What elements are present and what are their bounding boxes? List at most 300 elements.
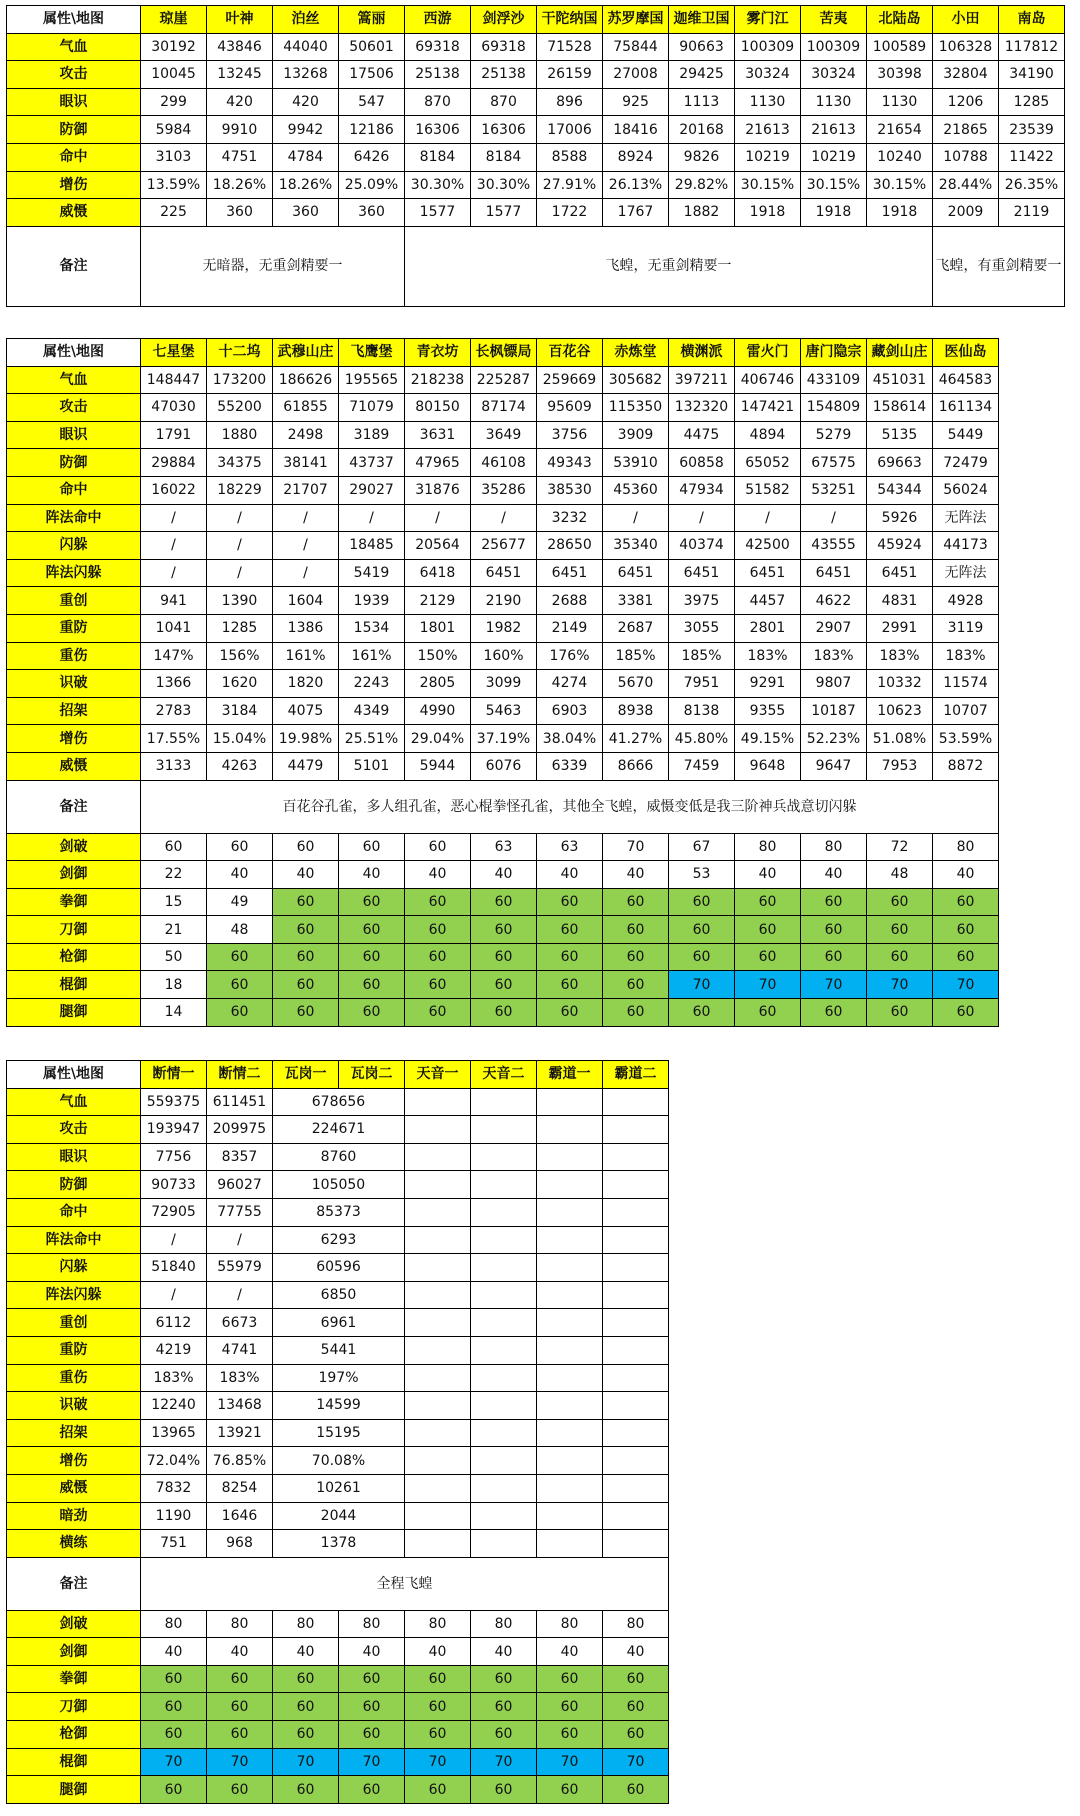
table-cell: / bbox=[141, 504, 207, 532]
table-cell: 40 bbox=[339, 1638, 405, 1666]
row-label: 眼识 bbox=[7, 421, 141, 449]
table-cell: 60 bbox=[471, 943, 537, 971]
table-cell: 30324 bbox=[735, 61, 801, 89]
table-cell: 30324 bbox=[801, 61, 867, 89]
row-label: 阵法闪躲 bbox=[7, 559, 141, 587]
table-cell: 80 bbox=[273, 1610, 339, 1638]
table-cell: 2119 bbox=[999, 199, 1065, 227]
table-cell: 29.82% bbox=[669, 171, 735, 199]
table-cell: 60 bbox=[405, 1776, 471, 1804]
table-cell: 3099 bbox=[471, 670, 537, 698]
table-cell: 1130 bbox=[867, 88, 933, 116]
table-cell: / bbox=[273, 559, 339, 587]
table-cell: 49 bbox=[207, 888, 273, 916]
table-cell: 1041 bbox=[141, 614, 207, 642]
table-cell: 60 bbox=[207, 1693, 273, 1721]
table-cell: 无阵法 bbox=[933, 504, 999, 532]
table-cell: 60 bbox=[405, 999, 471, 1027]
table-row bbox=[7, 614, 999, 642]
table-cell: 18.26% bbox=[207, 171, 273, 199]
table-cell: 10240 bbox=[867, 143, 933, 171]
table-cell: 80 bbox=[537, 1610, 603, 1638]
table-cell: 70 bbox=[603, 833, 669, 861]
table-cell: 8138 bbox=[669, 697, 735, 725]
table-row bbox=[7, 1336, 669, 1364]
note-label: 备注 bbox=[7, 226, 141, 306]
table-cell: 55979 bbox=[207, 1254, 273, 1282]
empty-cell bbox=[471, 1171, 537, 1199]
table-cell: 72905 bbox=[141, 1198, 207, 1226]
column-header: 十二坞 bbox=[207, 339, 273, 367]
table-cell: 60 bbox=[801, 916, 867, 944]
table-row bbox=[7, 1143, 669, 1171]
table-cell: / bbox=[801, 504, 867, 532]
table-cell: 3232 bbox=[537, 504, 603, 532]
table-cell: 40 bbox=[273, 861, 339, 889]
empty-cell bbox=[603, 1254, 669, 1282]
column-header: 断情二 bbox=[207, 1061, 273, 1089]
table-cell: 3133 bbox=[141, 752, 207, 780]
column-header: 瓦岗一 bbox=[273, 1061, 339, 1089]
table-cell: 80 bbox=[207, 1610, 273, 1638]
table-cell: 70 bbox=[207, 1748, 273, 1776]
table-cell: 197% bbox=[273, 1364, 405, 1392]
table-cell: 53251 bbox=[801, 476, 867, 504]
table-cell: 4349 bbox=[339, 697, 405, 725]
row-label: 重创 bbox=[7, 1309, 141, 1337]
table-cell: 26.35% bbox=[999, 171, 1065, 199]
table-cell: 183% bbox=[801, 642, 867, 670]
table-cell: 60 bbox=[603, 999, 669, 1027]
empty-cell bbox=[603, 1143, 669, 1171]
empty-cell bbox=[405, 1088, 471, 1116]
table-cell: 60 bbox=[933, 888, 999, 916]
table-cell: 37.19% bbox=[471, 725, 537, 753]
row-label: 重创 bbox=[7, 587, 141, 615]
table-cell: 225 bbox=[141, 199, 207, 227]
table-cell: 6451 bbox=[537, 559, 603, 587]
table-cell: 80 bbox=[735, 833, 801, 861]
table-cell: 6451 bbox=[669, 559, 735, 587]
table-cell: 1791 bbox=[141, 421, 207, 449]
table-cell: 183% bbox=[735, 642, 801, 670]
table-cell: 60 bbox=[405, 1721, 471, 1749]
table-cell: 70 bbox=[603, 1748, 669, 1776]
table-cell: 8254 bbox=[207, 1474, 273, 1502]
table-cell: 9355 bbox=[735, 697, 801, 725]
table-cell: 60 bbox=[537, 916, 603, 944]
column-header: 迦维卫国 bbox=[669, 6, 735, 34]
table-cell: 100309 bbox=[801, 33, 867, 61]
row-label: 攻击 bbox=[7, 61, 141, 89]
table-cell: 60 bbox=[273, 833, 339, 861]
row-label: 阵法闪躲 bbox=[7, 1281, 141, 1309]
table-cell: 20564 bbox=[405, 532, 471, 560]
row-label: 识破 bbox=[7, 670, 141, 698]
table-cell: 1390 bbox=[207, 587, 273, 615]
table-cell: 3909 bbox=[603, 421, 669, 449]
column-header: 西游 bbox=[405, 6, 471, 34]
table-cell: 60 bbox=[867, 888, 933, 916]
table-cell: 60 bbox=[339, 1693, 405, 1721]
table-cell: / bbox=[207, 532, 273, 560]
table-cell: 1285 bbox=[999, 88, 1065, 116]
table-cell: 70 bbox=[801, 971, 867, 999]
table-cell: 1722 bbox=[537, 199, 603, 227]
column-header: 长枫镖局 bbox=[471, 339, 537, 367]
table-cell: 13.59% bbox=[141, 171, 207, 199]
row-label: 命中 bbox=[7, 476, 141, 504]
table-cell: 4457 bbox=[735, 587, 801, 615]
column-header: 剑浮沙 bbox=[471, 6, 537, 34]
table-cell: 17506 bbox=[339, 61, 405, 89]
table-cell: 4928 bbox=[933, 587, 999, 615]
table-cell: 2190 bbox=[471, 587, 537, 615]
empty-cell bbox=[405, 1419, 471, 1447]
table-cell: 6293 bbox=[273, 1226, 405, 1254]
table-cell: 5279 bbox=[801, 421, 867, 449]
table-cell: 2129 bbox=[405, 587, 471, 615]
table-cell: 35286 bbox=[471, 476, 537, 504]
table-row bbox=[7, 421, 999, 449]
column-header: 藏剑山庄 bbox=[867, 339, 933, 367]
table-cell: 96027 bbox=[207, 1171, 273, 1199]
table-cell: 38141 bbox=[273, 449, 339, 477]
table-cell: 40 bbox=[471, 861, 537, 889]
table-row bbox=[7, 33, 1065, 61]
table-cell: 225287 bbox=[471, 366, 537, 394]
empty-cell bbox=[537, 1198, 603, 1226]
table-row bbox=[7, 504, 999, 532]
table-cell: 132320 bbox=[669, 394, 735, 422]
table-cell: 9910 bbox=[207, 116, 273, 144]
table-cell: 80 bbox=[141, 1610, 207, 1638]
table-cell: 60 bbox=[405, 1665, 471, 1693]
table-cell: 3631 bbox=[405, 421, 471, 449]
table-cell: 870 bbox=[471, 88, 537, 116]
row-label: 横练 bbox=[7, 1530, 141, 1558]
table-cell: 60 bbox=[537, 971, 603, 999]
table-cell: 60 bbox=[603, 971, 669, 999]
table-cell: 156% bbox=[207, 642, 273, 670]
table-cell: 176% bbox=[537, 642, 603, 670]
table-cell: 60 bbox=[471, 999, 537, 1027]
table-cell: / bbox=[141, 532, 207, 560]
empty-cell bbox=[471, 1474, 537, 1502]
table-cell: 8938 bbox=[603, 697, 669, 725]
empty-cell bbox=[471, 1392, 537, 1420]
table-cell: 60 bbox=[867, 943, 933, 971]
table-cell: 34375 bbox=[207, 449, 273, 477]
table-cell: 13268 bbox=[273, 61, 339, 89]
header-row bbox=[7, 6, 1065, 34]
empty-cell bbox=[537, 1392, 603, 1420]
table-cell: 56024 bbox=[933, 476, 999, 504]
table-cell: 10623 bbox=[867, 697, 933, 725]
table-cell: 48 bbox=[867, 861, 933, 889]
defense-row bbox=[7, 1721, 669, 1749]
table-cell: 60 bbox=[207, 1665, 273, 1693]
column-header: 天音二 bbox=[471, 1061, 537, 1089]
row-label: 阵法命中 bbox=[7, 504, 141, 532]
defense-row bbox=[7, 999, 999, 1027]
table-cell: 6076 bbox=[471, 752, 537, 780]
defense-row bbox=[7, 1693, 669, 1721]
table-cell: 60 bbox=[405, 971, 471, 999]
table-row bbox=[7, 1088, 669, 1116]
table-cell: 559375 bbox=[141, 1088, 207, 1116]
row-label: 枪御 bbox=[7, 943, 141, 971]
table-cell: 60 bbox=[867, 916, 933, 944]
empty-cell bbox=[603, 1336, 669, 1364]
table-cell: 968 bbox=[207, 1530, 273, 1558]
table-cell: 464583 bbox=[933, 366, 999, 394]
table-row bbox=[7, 697, 999, 725]
column-header: 飞鹰堡 bbox=[339, 339, 405, 367]
table-cell: 72479 bbox=[933, 449, 999, 477]
table-cell: 678656 bbox=[273, 1088, 405, 1116]
empty-cell bbox=[471, 1309, 537, 1337]
table-cell: 72 bbox=[867, 833, 933, 861]
empty-cell bbox=[537, 1502, 603, 1530]
table-cell: 1918 bbox=[867, 199, 933, 227]
table-cell: 43846 bbox=[207, 33, 273, 61]
table-cell: 60 bbox=[537, 1665, 603, 1693]
table-cell: 1820 bbox=[273, 670, 339, 698]
table-cell: 3649 bbox=[471, 421, 537, 449]
table-cell: 60596 bbox=[273, 1254, 405, 1282]
table-cell: 70 bbox=[867, 971, 933, 999]
table-row bbox=[7, 116, 1065, 144]
table-cell: 193947 bbox=[141, 1116, 207, 1144]
table-cell: / bbox=[207, 504, 273, 532]
table-cell: 60 bbox=[735, 916, 801, 944]
table-cell: 11574 bbox=[933, 670, 999, 698]
empty-cell bbox=[405, 1171, 471, 1199]
table-cell: 60 bbox=[273, 916, 339, 944]
table-cell: 161% bbox=[339, 642, 405, 670]
table-cell: 2044 bbox=[273, 1502, 405, 1530]
table-cell: 45924 bbox=[867, 532, 933, 560]
table-cell: 3975 bbox=[669, 587, 735, 615]
empty-cell bbox=[405, 1254, 471, 1282]
table-cell: 6451 bbox=[471, 559, 537, 587]
column-header: 瓦岗二 bbox=[339, 1061, 405, 1089]
table-cell: 4784 bbox=[273, 143, 339, 171]
table-cell: 60 bbox=[735, 943, 801, 971]
row-label: 招架 bbox=[7, 697, 141, 725]
empty-cell bbox=[603, 1474, 669, 1502]
table-cell: 5135 bbox=[867, 421, 933, 449]
table-cell: 1982 bbox=[471, 614, 537, 642]
table-cell: 60 bbox=[669, 943, 735, 971]
table-cell: 87174 bbox=[471, 394, 537, 422]
row-label: 威慑 bbox=[7, 1474, 141, 1502]
empty-cell bbox=[471, 1336, 537, 1364]
table-row bbox=[7, 1281, 669, 1309]
column-header: 霸道二 bbox=[603, 1061, 669, 1089]
table-cell: 8666 bbox=[603, 752, 669, 780]
table-cell: 40 bbox=[537, 1638, 603, 1666]
empty-cell bbox=[405, 1116, 471, 1144]
defense-row bbox=[7, 1610, 669, 1638]
table-cell: 40 bbox=[603, 861, 669, 889]
empty-cell bbox=[603, 1116, 669, 1144]
table-cell: 8588 bbox=[537, 143, 603, 171]
table-cell: 19.98% bbox=[273, 725, 339, 753]
empty-cell bbox=[537, 1171, 603, 1199]
table-cell: 433109 bbox=[801, 366, 867, 394]
table-cell: 49.15% bbox=[735, 725, 801, 753]
table-cell: 60 bbox=[273, 888, 339, 916]
table-cell: 1190 bbox=[141, 1502, 207, 1530]
table-cell: 1130 bbox=[735, 88, 801, 116]
table-cell: 185% bbox=[669, 642, 735, 670]
table-cell: 40 bbox=[207, 861, 273, 889]
table-cell: 360 bbox=[273, 199, 339, 227]
table-cell: 60 bbox=[405, 916, 471, 944]
table-cell: 44040 bbox=[273, 33, 339, 61]
table-row bbox=[7, 449, 999, 477]
table-cell: 941 bbox=[141, 587, 207, 615]
table-cell: 60 bbox=[735, 888, 801, 916]
row-label: 识破 bbox=[7, 1392, 141, 1420]
column-header: 雾门江 bbox=[735, 6, 801, 34]
table-row bbox=[7, 532, 999, 560]
table-cell: 6339 bbox=[537, 752, 603, 780]
table-cell: 13245 bbox=[207, 61, 273, 89]
table-cell: 80 bbox=[339, 1610, 405, 1638]
row-label: 枪御 bbox=[7, 1721, 141, 1749]
row-label: 命中 bbox=[7, 143, 141, 171]
empty-cell bbox=[471, 1226, 537, 1254]
table-cell: 60 bbox=[339, 999, 405, 1027]
table-cell: 25677 bbox=[471, 532, 537, 560]
defense-row bbox=[7, 971, 999, 999]
table-cell: 25.09% bbox=[339, 171, 405, 199]
table-cell: 60 bbox=[141, 833, 207, 861]
table-cell: 360 bbox=[339, 199, 405, 227]
table-cell: 1113 bbox=[669, 88, 735, 116]
table-cell: 13965 bbox=[141, 1419, 207, 1447]
table-row bbox=[7, 1364, 669, 1392]
table-cell: 60 bbox=[339, 971, 405, 999]
empty-cell bbox=[603, 1364, 669, 1392]
empty-cell bbox=[537, 1254, 603, 1282]
table-cell: 54344 bbox=[867, 476, 933, 504]
table-cell: 148447 bbox=[141, 366, 207, 394]
row-label: 剑破 bbox=[7, 1610, 141, 1638]
table-cell: 50601 bbox=[339, 33, 405, 61]
table-row bbox=[7, 143, 1065, 171]
table-cell: 4075 bbox=[273, 697, 339, 725]
table-cell: 60 bbox=[933, 943, 999, 971]
table-cell: 70 bbox=[669, 971, 735, 999]
table-cell: 4831 bbox=[867, 587, 933, 615]
table-row bbox=[7, 1309, 669, 1337]
table-cell: 6451 bbox=[867, 559, 933, 587]
table-cell: 44173 bbox=[933, 532, 999, 560]
empty-cell bbox=[405, 1336, 471, 1364]
table-cell: 63 bbox=[537, 833, 603, 861]
table-cell: 60 bbox=[339, 943, 405, 971]
table-cell: 1285 bbox=[207, 614, 273, 642]
table-cell: 60 bbox=[471, 971, 537, 999]
empty-cell bbox=[603, 1226, 669, 1254]
table-cell: 46108 bbox=[471, 449, 537, 477]
table-cell: 2991 bbox=[867, 614, 933, 642]
row-label: 闪躲 bbox=[7, 1254, 141, 1282]
table-cell: 60 bbox=[471, 916, 537, 944]
row-label: 增伤 bbox=[7, 1447, 141, 1475]
table-cell: 60 bbox=[207, 943, 273, 971]
column-header: 琼崖 bbox=[141, 6, 207, 34]
corner-header: 属性\地图 bbox=[7, 6, 141, 34]
table-cell: 15 bbox=[141, 888, 207, 916]
table-cell: 60 bbox=[603, 1776, 669, 1804]
table-row bbox=[7, 1530, 669, 1558]
table-cell: 80 bbox=[471, 1610, 537, 1638]
table-row bbox=[7, 1419, 669, 1447]
table-cell: 259669 bbox=[537, 366, 603, 394]
stats-table-2 bbox=[6, 338, 999, 1027]
row-label: 防御 bbox=[7, 116, 141, 144]
table-cell: 161% bbox=[273, 642, 339, 670]
table-cell: 27008 bbox=[603, 61, 669, 89]
table-cell: 147% bbox=[141, 642, 207, 670]
table-cell: 51.08% bbox=[867, 725, 933, 753]
table-cell: 40 bbox=[405, 861, 471, 889]
table-cell: 5984 bbox=[141, 116, 207, 144]
table-cell: 2783 bbox=[141, 697, 207, 725]
table-cell: 67575 bbox=[801, 449, 867, 477]
table-cell: 60 bbox=[405, 888, 471, 916]
table-cell: 10219 bbox=[735, 143, 801, 171]
empty-cell bbox=[603, 1281, 669, 1309]
empty-cell bbox=[471, 1088, 537, 1116]
table-cell: 53 bbox=[669, 861, 735, 889]
empty-cell bbox=[603, 1447, 669, 1475]
row-label: 攻击 bbox=[7, 394, 141, 422]
note-cell: 飞蝗，有重剑精要一 bbox=[933, 226, 1065, 306]
table-row bbox=[7, 1254, 669, 1282]
table-cell: 60 bbox=[141, 1693, 207, 1721]
table-cell: 21707 bbox=[273, 476, 339, 504]
table-cell: 6673 bbox=[207, 1309, 273, 1337]
table-cell: 8357 bbox=[207, 1143, 273, 1171]
table-row bbox=[7, 1447, 669, 1475]
table-cell: 77755 bbox=[207, 1198, 273, 1226]
table-cell: 2149 bbox=[537, 614, 603, 642]
empty-cell bbox=[471, 1254, 537, 1282]
column-header: 医仙岛 bbox=[933, 339, 999, 367]
row-label: 增伤 bbox=[7, 725, 141, 753]
empty-cell bbox=[471, 1447, 537, 1475]
table-cell: 53910 bbox=[603, 449, 669, 477]
table-cell: 60 bbox=[471, 1721, 537, 1749]
table-cell: 60 bbox=[867, 999, 933, 1027]
table-cell: 9648 bbox=[735, 752, 801, 780]
table-cell: 4751 bbox=[207, 143, 273, 171]
table-cell: 4622 bbox=[801, 587, 867, 615]
table-cell: 9942 bbox=[273, 116, 339, 144]
table-cell: 70 bbox=[405, 1748, 471, 1776]
table-cell: 21865 bbox=[933, 116, 999, 144]
table-cell: 60 bbox=[405, 1693, 471, 1721]
table-cell: 106328 bbox=[933, 33, 999, 61]
defense-row bbox=[7, 1665, 669, 1693]
table-cell: 60 bbox=[273, 1721, 339, 1749]
